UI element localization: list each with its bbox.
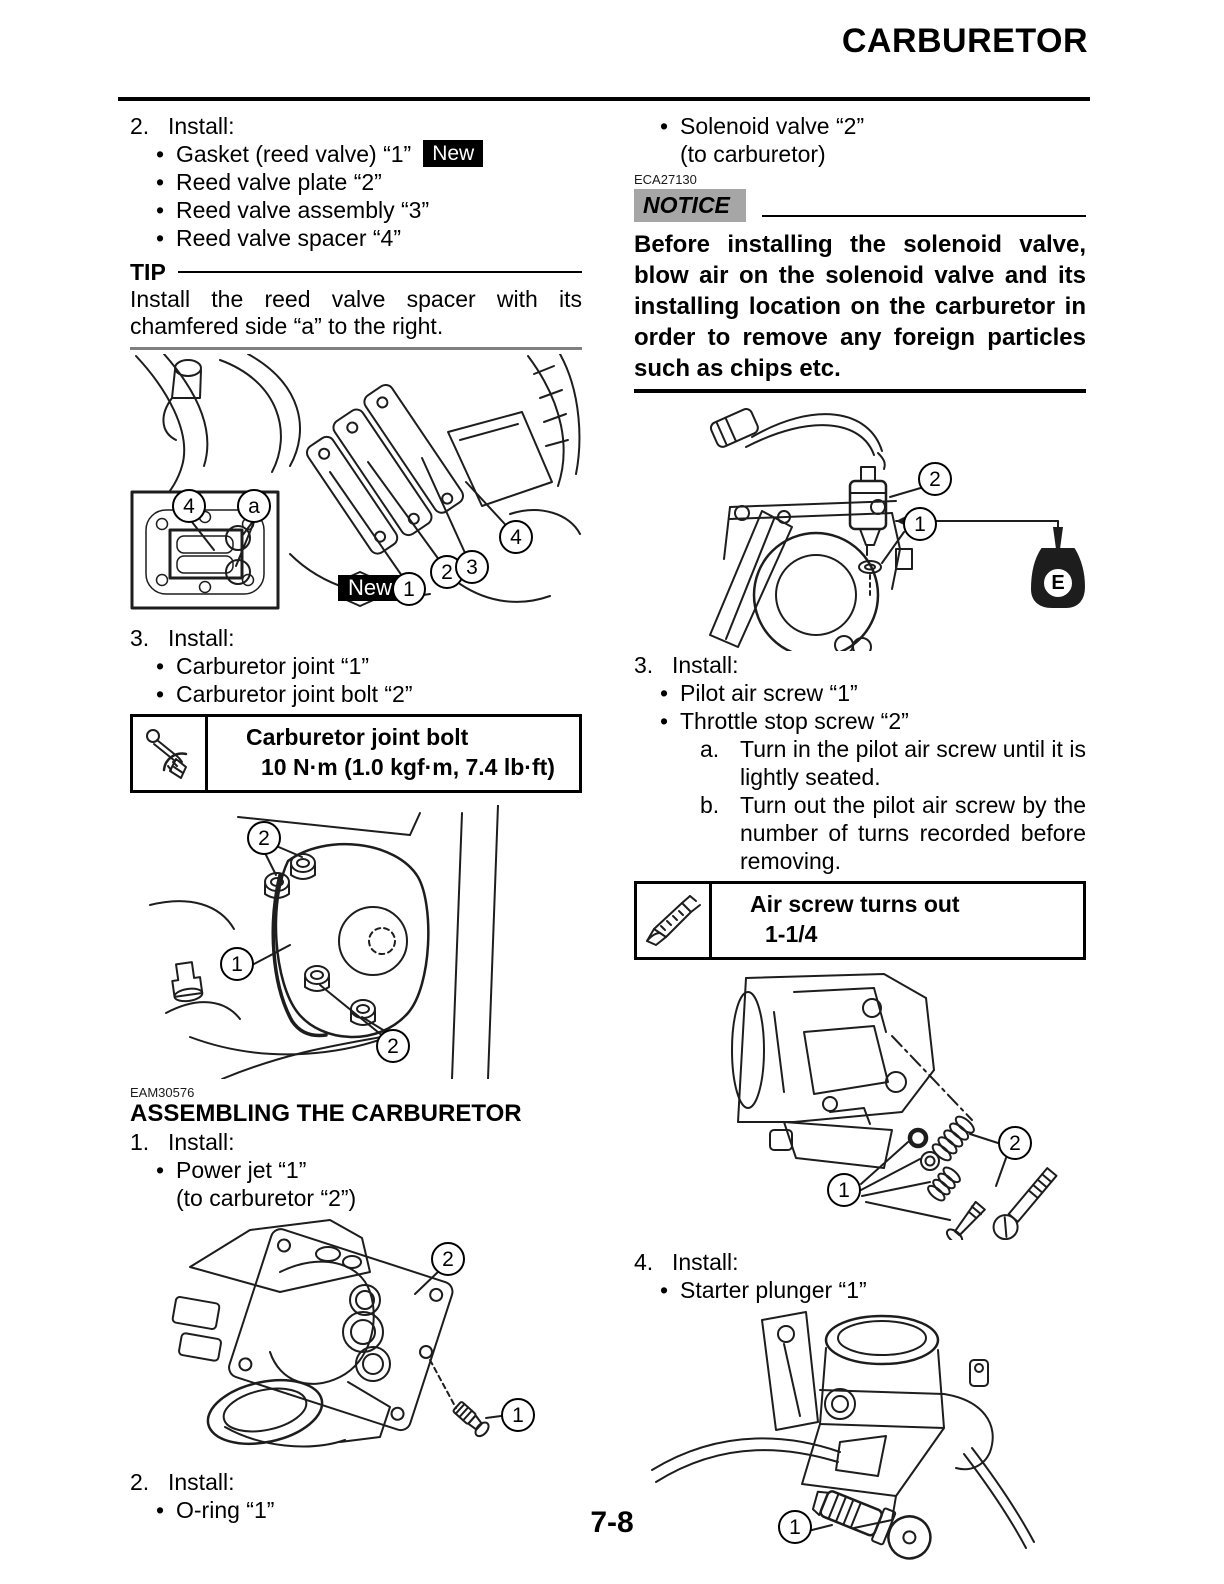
notice-end-rule [634, 389, 1086, 393]
list-item [130, 140, 582, 168]
callout-1: 1 [778, 1510, 812, 1544]
carburetor-joint-illustration [130, 805, 582, 1079]
page-number: 7-8 [590, 1506, 634, 1539]
torque-spec-box [130, 714, 582, 793]
callout-2: 2 [430, 555, 464, 589]
callout-1: 1 [827, 1173, 861, 1207]
step-label: Install: [672, 652, 739, 678]
step-label: Install: [672, 1249, 739, 1275]
step-3-heading [634, 651, 1086, 679]
sub-step-number: b. [700, 792, 720, 818]
air-screw-spec-value: 1-1/4 [765, 921, 818, 947]
tip-rule [178, 271, 582, 273]
callout-2: 2 [431, 1242, 465, 1276]
step-label: Install: [168, 1129, 235, 1155]
step-number: 3. [130, 625, 150, 651]
step-number: 3. [634, 652, 654, 678]
notice-rule [762, 215, 1086, 217]
pilot-air-screw-line-art [634, 972, 1086, 1240]
tip-label: TIP [130, 259, 166, 285]
callout-2: 2 [918, 462, 952, 496]
air-screw-spec-box [634, 881, 1086, 960]
callout-2: 2 [247, 821, 281, 855]
solenoid-valve-line-art [634, 399, 1086, 651]
caliper-icon [644, 893, 702, 949]
power-jet-illustration [130, 1212, 582, 1460]
callout-a-inset: a [237, 489, 271, 523]
step-1-heading [130, 1128, 582, 1156]
callout-1: 1 [392, 572, 426, 606]
notice-badge: NOTICE [634, 189, 746, 222]
notice-heading [634, 189, 1086, 222]
section-divider [130, 347, 582, 350]
list-item: • Reed valve assembly “3” [130, 196, 582, 224]
sub-step-b [634, 791, 1086, 875]
step-4-heading [634, 1248, 1086, 1276]
torque-wrench-icon [140, 726, 198, 782]
solenoid-valve-illustration [634, 399, 1086, 651]
notice-code: ECA27130 [634, 172, 697, 187]
caliper-icon-cell [637, 884, 712, 957]
new-part-badge: New [338, 575, 402, 601]
callout-2: 2 [998, 1126, 1032, 1160]
tip-heading [130, 258, 582, 286]
callout-1: 1 [501, 1398, 535, 1432]
torque-spec-text [208, 717, 559, 790]
sub-step-number: a. [700, 736, 720, 762]
section-code: EAM30576 [130, 1085, 195, 1100]
step-label: Install: [168, 1469, 235, 1495]
list-item: • Starter plunger “1” [634, 1276, 1086, 1304]
callout-1: 1 [220, 947, 254, 981]
step-number: 1. [130, 1129, 150, 1155]
pilot-air-screw-illustration [634, 972, 1086, 1240]
notice-text: Before installing the solenoid valve, blow air on the solenoid valve and its installing location on the carburetor in order to remove any foreign particles such as chips etc. [634, 231, 1086, 382]
step-label: Install: [168, 625, 235, 651]
torque-spec-title: Carburetor joint bolt [246, 724, 469, 750]
list-item: • Carburetor joint bolt “2” [130, 680, 582, 708]
list-item: • Solenoid valve “2” [634, 112, 1086, 140]
reed-valve-line-art [130, 354, 582, 612]
list-item: • O-ring “1” [130, 1496, 582, 1524]
step-number: 4. [634, 1249, 654, 1275]
left-column [130, 112, 582, 1524]
page-title: CARBURETOR [841, 22, 1088, 60]
callout-4: 4 [499, 520, 533, 554]
air-screw-spec-text [712, 884, 964, 957]
section-title: ASSEMBLING THE CARBURETOR [130, 1100, 522, 1127]
callout-3: 3 [455, 550, 489, 584]
air-screw-spec-title: Air screw turns out [750, 891, 960, 917]
list-item-sub: (to carburetor “2”) [176, 1185, 357, 1211]
list-item: • Reed valve plate “2” [130, 168, 582, 196]
sub-step-text: Turn in the pilot air screw until it is lightly seated. [740, 736, 1086, 790]
torque-spec-value: 10 N·m (1.0 kgf·m, 7.4 lb·ft) [261, 754, 555, 780]
list-item-text: Gasket (reed valve) “1” [176, 141, 412, 167]
list-item: • Carburetor joint “1” [130, 652, 582, 680]
list-item: • Pilot air screw “1” [634, 679, 1086, 707]
carburetor-joint-line-art [130, 805, 582, 1079]
step-2-heading [130, 112, 582, 140]
step-label: Install: [168, 113, 235, 139]
new-part-badge: New [423, 140, 483, 167]
tip-text: Install the reed valve spacer with its chamfered side “a” to the right. [130, 286, 582, 339]
torque-icon-cell [133, 717, 208, 790]
reed-valve-illustration [130, 354, 582, 612]
callout-4-inset: 4 [172, 489, 206, 523]
sub-step-text: Turn out the pilot air screw by the number of turns recorded before removing. [740, 792, 1086, 874]
step-3-heading [130, 624, 582, 652]
right-column [634, 112, 1086, 1562]
list-item: • Throttle stop screw “2” [634, 707, 1086, 735]
engine-oil-icon: E [1051, 572, 1065, 594]
callout-2: 2 [376, 1029, 410, 1063]
callout-1: 1 [903, 507, 937, 541]
list-item-sub: (to carburetor) [680, 141, 826, 167]
sub-step-a [634, 735, 1086, 791]
header-rule [118, 97, 1090, 101]
step-2b-heading [130, 1468, 582, 1496]
list-item: • Power jet “1” [130, 1156, 582, 1184]
step-number: 2. [130, 1469, 150, 1495]
step-number: 2. [130, 113, 150, 139]
list-item: • Reed valve spacer “4” [130, 224, 582, 252]
